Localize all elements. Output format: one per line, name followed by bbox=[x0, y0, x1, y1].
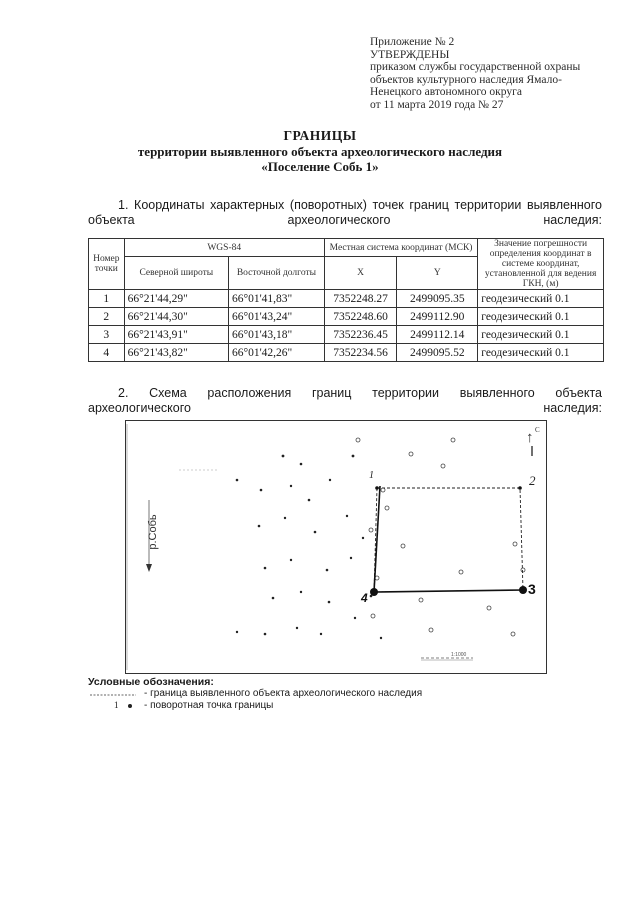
cell-accuracy: геодезический 0.1 bbox=[478, 326, 604, 344]
legend-point-label: 1 bbox=[114, 700, 119, 710]
turning-point-marker bbox=[375, 486, 379, 490]
cell-x: 7352248.27 bbox=[324, 290, 396, 308]
cell-lon: 66°01'42,26" bbox=[228, 344, 324, 362]
approval-line: приказом службы государственной охраны bbox=[370, 61, 581, 74]
cell-no: 4 bbox=[89, 344, 125, 362]
legend-text: - граница выявленного объекта археологического наследия bbox=[144, 688, 423, 699]
boundary-line-icon bbox=[88, 693, 138, 697]
svg-text:↑: ↑ bbox=[526, 430, 534, 446]
cell-accuracy: геодезический 0.1 bbox=[478, 290, 604, 308]
cell-accuracy: геодезический 0.1 bbox=[478, 344, 604, 362]
turning-point-marker bbox=[519, 586, 527, 594]
legend-title: Условные обозначения: bbox=[88, 676, 214, 688]
legend bbox=[88, 676, 423, 712]
approval-line: от 11 марта 2019 года № 27 bbox=[370, 98, 504, 111]
turning-point-marker bbox=[370, 588, 378, 596]
point-label-1: 1 bbox=[369, 470, 374, 481]
river-label: р.Собь bbox=[147, 514, 159, 550]
cell-lat: 66°21'44,30" bbox=[124, 308, 228, 326]
cell-y: 2499112.90 bbox=[397, 308, 478, 326]
approval-line: объектов культурного наследия Ямало- bbox=[370, 73, 562, 86]
turning-point-marker bbox=[518, 486, 522, 490]
boundary-scheme-map bbox=[125, 420, 547, 674]
header-msk: Местная система координат (МСК) bbox=[324, 239, 477, 257]
point-marker-icon bbox=[126, 703, 134, 709]
legend-text: - поворотная точка границы bbox=[144, 700, 274, 711]
cell-lon: 66°01'41,83" bbox=[228, 290, 324, 308]
approval-line: УТВЕРЖДЕНЫ bbox=[370, 48, 450, 61]
cell-lat: 66°21'44,29" bbox=[124, 290, 228, 308]
approval-line: Ненецкого автономного округа bbox=[370, 86, 522, 99]
header-point-no: Номер точки bbox=[89, 239, 125, 290]
cell-no: 1 bbox=[89, 290, 125, 308]
header-lat: Северной широты bbox=[124, 257, 228, 290]
cell-no: 3 bbox=[89, 326, 125, 344]
cell-lat: 66°21'43,91" bbox=[124, 326, 228, 344]
table-row bbox=[89, 326, 604, 344]
section-2-text bbox=[88, 386, 602, 416]
table-row bbox=[89, 344, 604, 362]
header-wgs84: WGS-84 bbox=[124, 239, 324, 257]
section-1-text-content: 1. Координаты характерных (поворотных) точек границ территории выявленного объекта археологического наследия: bbox=[88, 198, 602, 227]
header-y: Y bbox=[397, 257, 478, 290]
legend-item-point bbox=[88, 700, 274, 712]
point-label-3: 3 bbox=[528, 581, 536, 597]
cell-lon: 66°01'43,18" bbox=[228, 326, 324, 344]
map-frame bbox=[126, 421, 547, 674]
object-name: «Поселение Собь 1» bbox=[261, 159, 379, 174]
cell-x: 7352248.60 bbox=[324, 308, 396, 326]
section-1-text bbox=[88, 198, 602, 228]
cell-lon: 66°01'43,24" bbox=[228, 308, 324, 326]
legend-item-boundary bbox=[88, 688, 423, 700]
table-row bbox=[89, 308, 604, 326]
scale-label: 1:1000 bbox=[451, 652, 467, 658]
cell-x: 7352236.45 bbox=[324, 326, 396, 344]
header-accuracy: Значение погрешности определения координат в системе координат, установленной для ведения ГКН, (м) bbox=[478, 239, 604, 290]
cell-x: 7352234.56 bbox=[324, 344, 396, 362]
cell-y: 2499112.14 bbox=[397, 326, 478, 344]
cell-lat: 66°21'43,82" bbox=[124, 344, 228, 362]
approval-line: Приложение № 2 bbox=[370, 36, 455, 48]
cell-y: 2499095.35 bbox=[397, 290, 478, 308]
point-label-4: 4 bbox=[361, 591, 368, 605]
header-x: Х bbox=[324, 257, 396, 290]
coordinates-table bbox=[88, 238, 604, 362]
cell-y: 2499095.52 bbox=[397, 344, 478, 362]
cell-no: 2 bbox=[89, 308, 125, 326]
document-title: ГРАНИЦЫ bbox=[283, 128, 357, 143]
header-lon: Восточной долготы bbox=[228, 257, 324, 290]
section-2-text-content: 2. Схема расположения границ территории выявленного объекта археологического наследия: bbox=[88, 386, 602, 415]
north-label: С bbox=[535, 426, 540, 434]
point-label-2: 2 bbox=[529, 473, 536, 488]
approval-stamp bbox=[370, 36, 620, 112]
table-row bbox=[89, 290, 604, 308]
cell-accuracy: геодезический 0.1 bbox=[478, 308, 604, 326]
document-subtitle: территории выявленного объекта археологического наследия bbox=[137, 144, 503, 159]
